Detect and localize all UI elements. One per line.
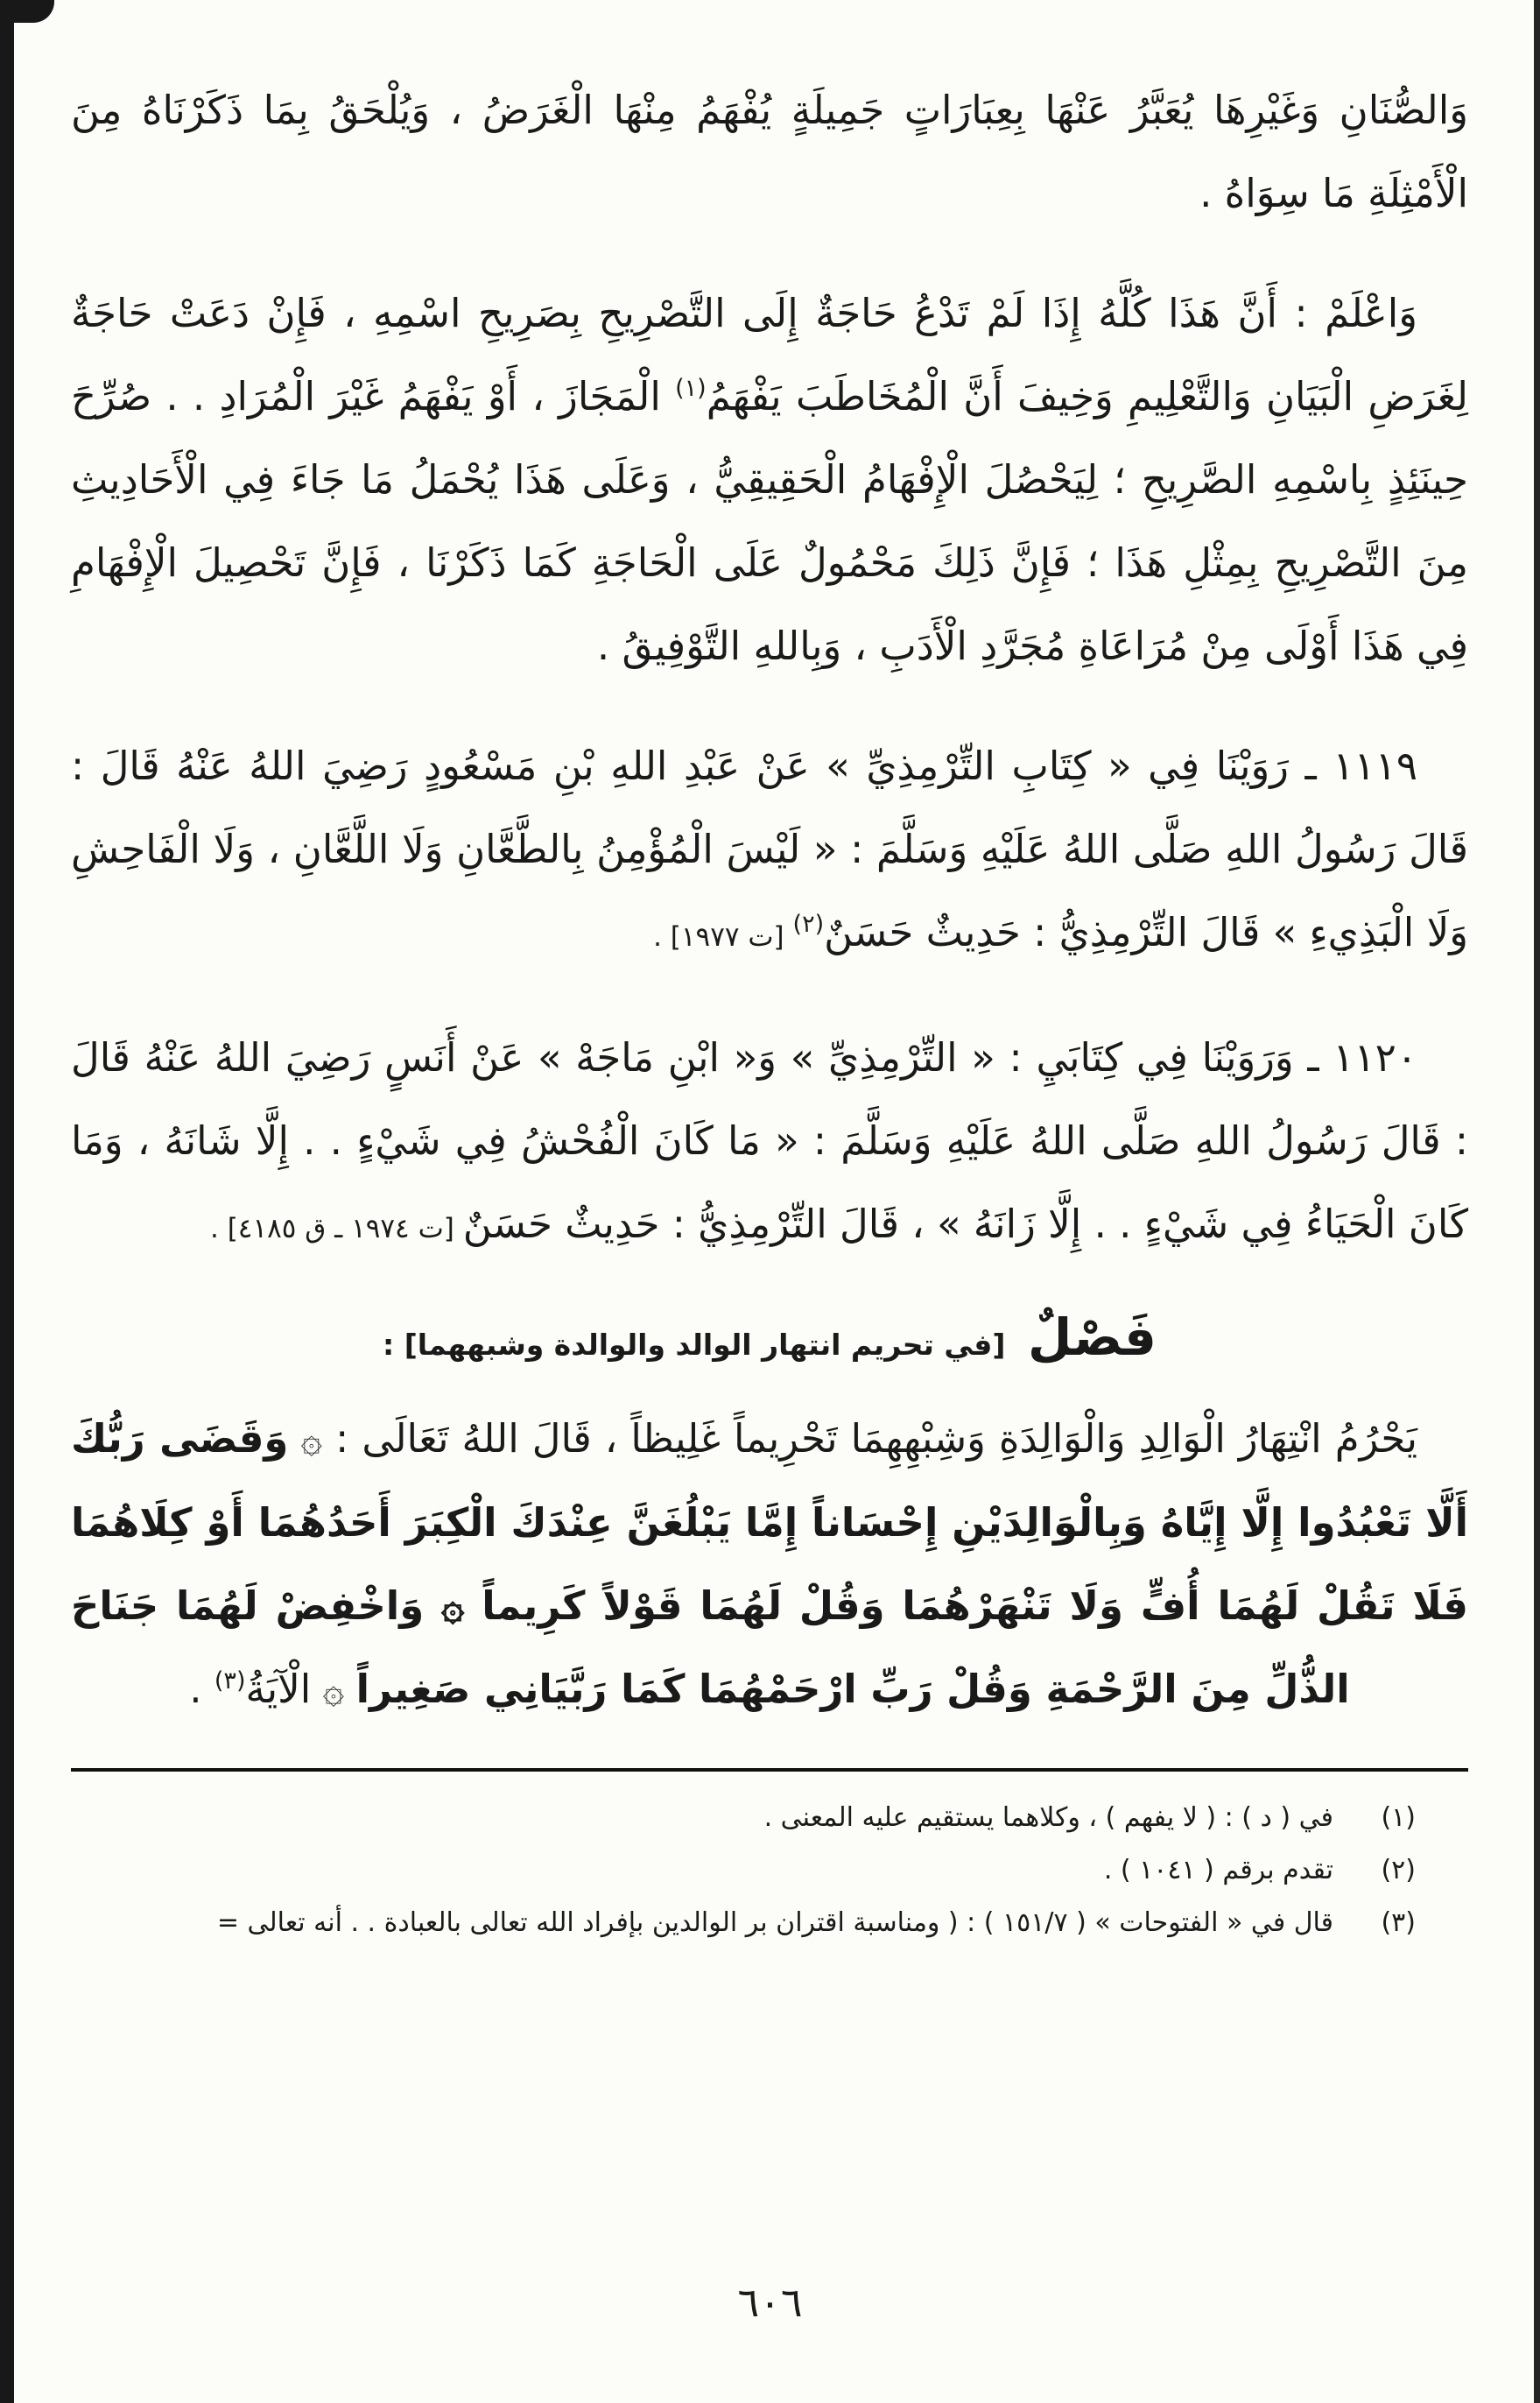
footnote-3-text: قال في « الفتوحات » ( ١٥١/٧ ) : ( ومناسبة اقتران بر الوالدين بإفراد الله تعالى بالعبادة . . أنه تعالى = [216, 1907, 1333, 1938]
hadith-1119 [71, 724, 1468, 979]
footnote-1 [71, 1798, 1416, 1838]
footnote-2-number: (٢) [1381, 1855, 1416, 1885]
hadith-1120-reference: [ت ١٩٧٤ ـ ق ٤١٨٥] . [209, 1213, 463, 1244]
scan-edge-left [0, 0, 14, 2403]
section-heading-word: فَصْلٌ [1028, 1307, 1157, 1367]
paragraph-ruling-tail: الْآيَةُ [245, 1666, 312, 1712]
footnote-3-number: (٣) [1381, 1907, 1416, 1938]
hadith-1119-text: ١١١٩ ـ رَوَيْنَا فِي « كِتَابِ التِّرْمِذِيِّ » عَنْ عَبْدِ اللهِ بْنِ مَسْعُودٍ رَضِيَ اللهُ عَنْهُ قَالَ : قَالَ رَسُولُ اللهِ صَلَّى اللهُ عَلَيْهِ وَسَلَّمَ : « لَيْسَ الْمُؤْمِنُ بِالطَّعَّانِ وَلَا اللَّعَّانِ ، وَلَا الْفَاحِشِ وَلَا الْبَذِيءِ » قَالَ التِّرْمِذِيُّ : حَدِيثٌ حَسَنٌ [71, 743, 1468, 955]
paragraph-ruling-intro: يَحْرُمُ انْتِهَارُ الْوَالِدِ وَالْوَالِدَةِ وَشِبْهِهِمَا تَحْرِيماً غَلِيظاً ، قَالَ اللهُ تَعَالَى : [322, 1415, 1417, 1462]
page-number: ٦٠٦ [737, 2279, 803, 2326]
footnote-1-number: (١) [1381, 1802, 1416, 1833]
footnote-3 [71, 1903, 1416, 1943]
section-heading [71, 1307, 1468, 1367]
hadith-1119-reference: [ت ١٩٧٧] . [653, 921, 793, 953]
hadith-1120-text: ١١٢٠ ـ وَرَوَيْنَا فِي كِتَابَيِ : « التِّرْمِذِيِّ » وَ« ابْنِ مَاجَهْ » عَنْ أَنَسٍ رَضِيَ اللهُ عَنْهُ قَالَ : قَالَ رَسُولُ اللهِ صَلَّى اللهُ عَلَيْهِ وَسَلَّمَ : « مَا كَانَ الْفُحْشُ فِي شَيْءٍ . . إِلَّا شَانَهُ ، وَمَا كَانَ الْحَيَاءُ فِي شَيْءٍ . . إِلَّا زَانَهُ » ، قَالَ التِّرْمِذِيُّ : حَدِيثٌ حَسَنٌ [71, 1034, 1468, 1247]
hadith-1120 [71, 1016, 1468, 1271]
footnote-2-text: تقدم برقم ( ١٠٤١ ) . [1103, 1855, 1333, 1885]
paragraph-advice-text-2: الْمَجَازَ ، أَوْ يَفْهَمُ غَيْرَ الْمُرَادِ . . صُرِّحَ حِينَئِذٍ بِاسْمِهِ الصَّرِيحِ ؛ لِيَحْصُلَ الْإِفْهَامُ الْحَقِيقِيُّ ، وَعَلَى هَذَا يُحْمَلُ مَا جَاءَ فِي الْأَحَادِيثِ مِنَ التَّصْرِيحِ بِمِثْلِ هَذَا ؛ فَإِنَّ ذَلِكَ مَحْمُولٌ عَلَى الْحَاجَةِ كَمَا ذَكَرْنَا ، فَإِنَّ تَحْصِيلَ الْإِفْهَامِ فِي هَذَا أَوْلَى مِنْ مُرَاعَاةِ مُجَرَّدِ الْأَدَبِ ، وَبِاللهِ التَّوْفِيقُ . [71, 373, 1468, 669]
footnote-1-text: في ( د ) : ( لا يفهم ) ، وكلاهما يستقيم عليه المعنى . [763, 1802, 1333, 1833]
footnote-marker-1: (١) [675, 375, 707, 402]
scan-edge-right [1534, 0, 1540, 2403]
paragraph-continuation: وَالصُّنَانِ وَغَيْرِهَا يُعَبَّرُ عَنْهَا بِعِبَارَاتٍ جَمِيلَةٍ يُفْهَمُ مِنْهَا الْغَرَضُ ، وَيُلْحَقُ بِمَا ذَكَرْنَاهُ مِنَ الْأَمْثِلَةِ مَا سِوَاهُ . [71, 87, 1468, 216]
paragraph-ruling [71, 1397, 1468, 1731]
page-content [71, 68, 1468, 1956]
rub-el-hizb-icon: ۞ [288, 1418, 323, 1461]
paragraph-ruling-period: . [189, 1666, 214, 1712]
section-heading-note: [في تحريم انتهار الوالد والوالدة وشبههما] : [383, 1328, 1006, 1362]
ayah-end-icon: ۞ [311, 1668, 356, 1711]
footnote-marker-3: (٣) [214, 1667, 246, 1695]
scan-corner-mark [12, 0, 54, 23]
footnote-marker-2: (٢) [792, 911, 825, 938]
footnotes-block [71, 1772, 1468, 1943]
paragraph-advice-text-1: وَاعْلَمْ : أَنَّ هَذَا كُلَّهُ إِذَا لَمْ تَدْعُ حَاجَةٌ إِلَى التَّصْرِيحِ بِصَرِيحِ اسْمِهِ ، فَإِنْ دَعَتْ حَاجَةٌ لِغَرَضِ الْبَيَانِ وَالتَّعْلِيمِ وَخِيفَ أَنَّ الْمُخَاطَبَ يَفْهَمُ [71, 290, 1468, 419]
footnote-2 [71, 1850, 1416, 1891]
quran-verse: وَقَضَى رَبُّكَ أَلَّا تَعْبُدُوا إِلَّا إِيَّاهُ وَبِالْوَالِدَيْنِ إِحْسَاناً إِمَّا يَبْلُغَنَّ عِنْدَكَ الْكِبَرَ أَحَدُهُمَا أَوْ كِلَاهُمَا فَلَا تَقُلْ لَهُمَا أُفٍّ وَلَا تَنْهَرْهُمَا وَقُلْ لَهُمَا قَوْلاً كَرِيماً ۞ وَاخْفِضْ لَهُمَا جَنَاحَ الذُّلِّ مِنَ الرَّحْمَةِ وَقُلْ رَبِّ ارْحَمْهُمَا كَمَا رَبَّيَانِي صَغِيراً [71, 1415, 1468, 1712]
paragraph-advice [71, 271, 1468, 687]
